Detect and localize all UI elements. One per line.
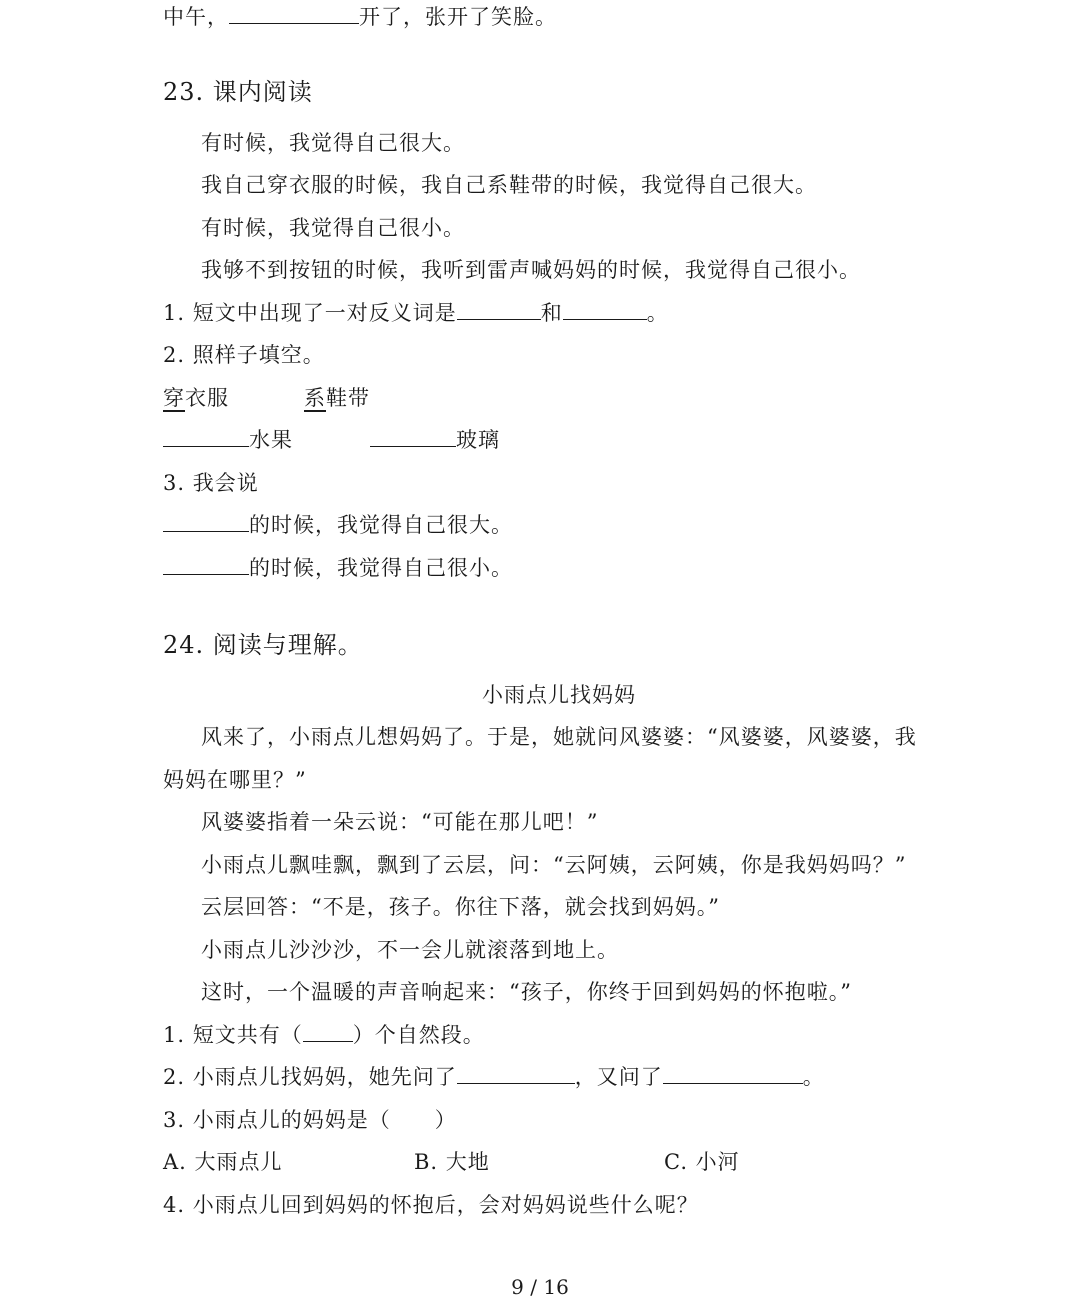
story-paragraph: 小雨点儿飘哇飘，飘到了云层，问：“云阿姨，云阿姨，你是我妈妈吗？” [201, 853, 907, 877]
q23-sub1-pre: 1. 短文中出现了一对反义词是 [163, 301, 457, 325]
story-title: 小雨点儿找妈妈 [482, 683, 636, 707]
q23-heading: 23. 课内阅读 [163, 78, 313, 106]
story-paragraph: 风婆婆指着一朵云说：“可能在那儿吧！” [201, 810, 599, 834]
answer-blank[interactable] [163, 554, 249, 575]
answer-blank[interactable] [457, 1063, 575, 1084]
q23-fill-2 [370, 426, 500, 454]
top-line-post: 开了，张开了笑脸。 [359, 5, 557, 29]
top-line-pre: 中午， [163, 5, 229, 29]
q23-example-1 [163, 384, 229, 412]
story-paragraph-cont: 妈妈在哪里？” [163, 768, 307, 792]
q24-sub2 [163, 1063, 825, 1091]
option-b[interactable]: B. 大地 [414, 1150, 490, 1174]
q24-sub2-post: 。 [802, 1065, 825, 1089]
q23-say-1 [163, 511, 513, 539]
q24-sub1 [163, 1021, 485, 1049]
story-paragraph: 这时，一个温暖的声音响起来：“孩子，你终于回到妈妈的怀抱啦。” [201, 980, 852, 1004]
answer-blank[interactable] [457, 299, 541, 320]
option-c[interactable]: C. 小河 [664, 1150, 740, 1174]
fill-word: 水果 [249, 428, 293, 452]
answer-blank[interactable] [303, 1021, 353, 1042]
top-line [163, 3, 557, 31]
story-paragraph: 云层回答：“不是，孩子。你往下落，就会找到妈妈。” [201, 895, 720, 919]
q23-example-2 [304, 384, 370, 412]
q23-passage-line: 我自己穿衣服的时候，我自己系鞋带的时候，我觉得自己很大。 [201, 173, 817, 197]
q23-sub1-post: 。 [646, 301, 669, 325]
q23-sub2: 2. 照样子填空。 [163, 343, 325, 367]
q23-sub3: 3. 我会说 [163, 471, 259, 495]
option-a[interactable]: A. 大雨点儿 [163, 1150, 283, 1174]
page-number: 9 / 16 [511, 1275, 569, 1299]
example-underlined-char: 穿 [163, 386, 185, 410]
q23-passage-line: 有时候，我觉得自己很小。 [201, 216, 465, 240]
q24-sub4: 4. 小雨点儿回到妈妈的怀抱后，会对妈妈说些什么呢？ [163, 1193, 699, 1217]
q23-passage-line: 我够不到按钮的时候，我听到雷声喊妈妈的时候，我觉得自己很小。 [201, 258, 861, 282]
q24-heading: 24. 阅读与理解。 [163, 631, 363, 659]
q24-sub1-post: ）个自然段。 [352, 1023, 485, 1047]
story-paragraph: 小雨点儿沙沙沙，不一会儿就滚落到地上。 [201, 938, 619, 962]
answer-blank[interactable] [663, 1063, 803, 1084]
answer-blank[interactable] [370, 426, 456, 447]
fill-word: 玻璃 [456, 428, 500, 452]
say-text: 的时候，我觉得自己很小。 [249, 556, 513, 580]
q23-sub1 [163, 299, 669, 327]
example-underlined-char: 系 [304, 386, 326, 410]
q24-sub2-pre: 2. 小雨点儿找妈妈，她先问了 [163, 1065, 457, 1089]
example-rest: 鞋带 [326, 386, 370, 410]
answer-blank[interactable] [229, 3, 359, 24]
example-rest: 衣服 [185, 386, 229, 410]
answer-blank[interactable] [563, 299, 647, 320]
q24-sub2-mid: ，又问了 [574, 1065, 663, 1089]
say-text: 的时候，我觉得自己很大。 [249, 513, 513, 537]
story-paragraph: 风来了，小雨点儿想妈妈了。于是，她就问风婆婆：“风婆婆，风婆婆，我 [201, 725, 917, 749]
q24-sub1-pre: 1. 短文共有（ [163, 1023, 303, 1047]
q23-fill-1 [163, 426, 293, 454]
q23-say-2 [163, 554, 513, 582]
q23-passage-line: 有时候，我觉得自己很大。 [201, 131, 465, 155]
q23-sub1-mid: 和 [540, 301, 563, 325]
answer-blank[interactable] [163, 426, 249, 447]
answer-blank[interactable] [163, 511, 249, 532]
q24-sub3: 3. 小雨点儿的妈妈是（ ） [163, 1108, 457, 1132]
